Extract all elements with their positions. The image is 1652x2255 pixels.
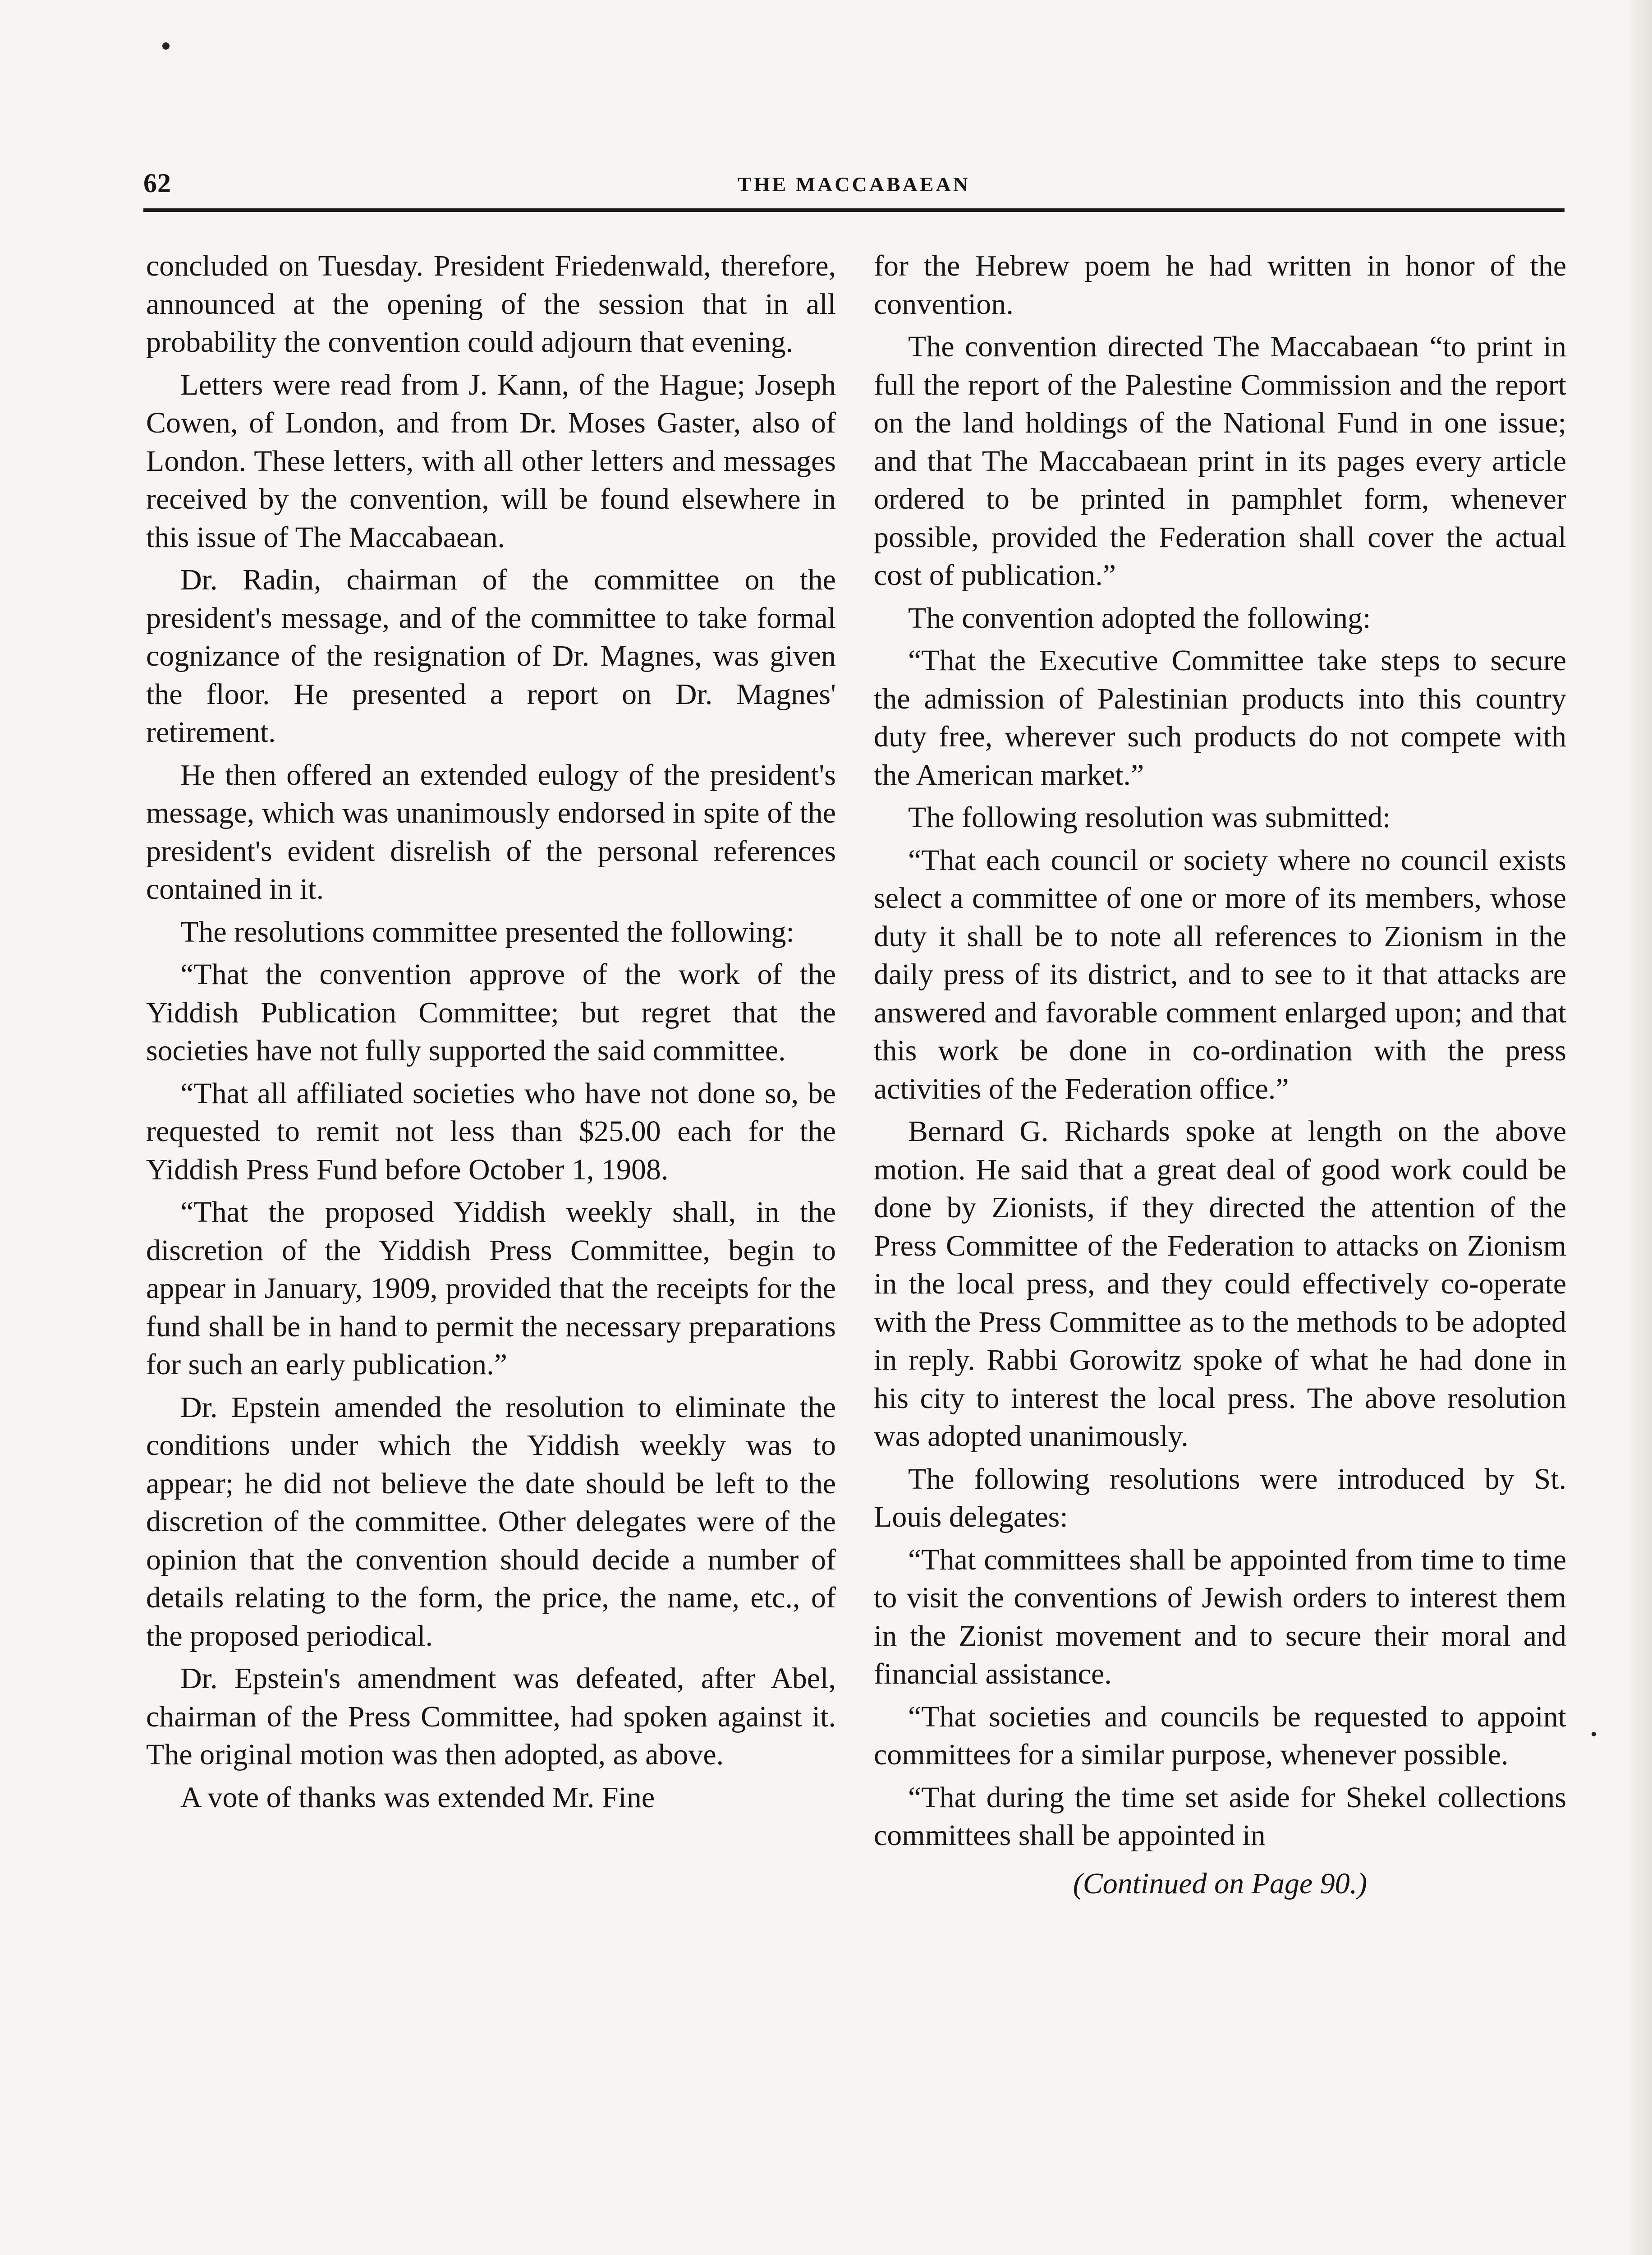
- continued-note: (Continued on Page 90.): [1073, 1867, 1367, 1900]
- paragraph: The convention directed The Maccabaean “to print in full the report of the Palestine Commission and the report on the land holdings of the National Fund in one issue; and that The Maccabaean print in its pages every article ordered to be printed in pamphlet form, whenever possible, provided the Federation shall cover the actual cost of publication.”: [874, 330, 1566, 592]
- scan-speck: [162, 42, 170, 50]
- left-column: [146, 247, 836, 1821]
- paragraph: “That the proposed Yiddish weekly shall, in the discretion of the Yiddish Press Committee, begin to appear in January, 1909, provided that the receipts for the fund shall be in hand to permit the necessary preparations for such an early publication.”: [146, 1196, 836, 1381]
- paragraph: “That committees shall be appointed from time to time to visit the conventions of Jewish orders to interest them in the Zionist movement and to secure their moral and financial assistance.: [874, 1543, 1566, 1690]
- paragraph: Letters were read from J. Kann, of the Hague; Joseph Cowen, of London, and from Dr. Moses Gaster, also of London. These letters, with all other letters and messages received by the convention, will be found elsewhere in this issue of The Maccabaean.: [146, 368, 836, 554]
- paragraph: “That each council or society where no council exists select a committee of one or more of its members, whose duty it shall be to note all references to Zionism in the daily press of its district, and to see to it that attacks are answered and favorable comment enlarged upon; and that this work be done in co-ordination with the press activities of the Federation office.”: [874, 843, 1566, 1105]
- paragraph: Dr. Epstein's amendment was defeated, after Abel, chairman of the Press Committee, had spoken against it. The original motion was then adopted, as above.: [146, 1662, 836, 1771]
- right-column: [874, 247, 1566, 1907]
- paragraph: Dr. Epstein amended the resolution to eliminate the conditions under which the Yiddish weekly was to appear; he did not believe the date should be left to the discretion of the committee. Other delegates were of the opinion that the convention should decide a number of details relating to the form, the price, the name, etc., of the proposed periodical.: [146, 1390, 836, 1652]
- paragraph: The convention adopted the following:: [908, 601, 1371, 635]
- paragraph: “That the convention approve of the work of the Yiddish Publication Committee; but regret that the societies have not fully supported the said committee.: [146, 958, 836, 1067]
- paragraph: for the Hebrew poem he had written in honor of the convention.: [874, 249, 1566, 321]
- paragraph: The resolutions committee presented the following:: [180, 915, 794, 948]
- paragraph: The following resolution was submitted:: [908, 801, 1391, 834]
- paragraph: concluded on Tuesday. President Friedenwald, therefore, announced at the opening of the session that in all probability the convention could adjourn that evening.: [146, 249, 836, 359]
- paragraph: The following resolutions were introduced by St. Louis delegates:: [874, 1462, 1566, 1533]
- paragraph: “That societies and councils be requested to appoint committees for a similar purpose, whenever possible.: [874, 1700, 1566, 1771]
- page-number: 62: [143, 168, 171, 198]
- paragraph: Bernard G. Richards spoke at length on the above motion. He said that a great deal of good work could be done by Zionists, if they directed the attention of the Press Committee of the Federation to attacks on Zionism in the local press, and they could effectively co-operate with the Press Committee as to the methods to be adopted in reply. Rabbi Gorowitz spoke of what he had done in his city to interest the local press. The above resolution was adopted unanimously.: [874, 1115, 1566, 1453]
- paragraph: “That during the time set aside for Shekel collections committees shall be appointed in: [874, 1781, 1566, 1852]
- page-header: [143, 168, 1565, 204]
- paragraph: He then offered an extended eulogy of the president's message, which was unanimously endorsed in spite of the president's evident disrelish of the personal references contained in it.: [146, 758, 836, 906]
- paragraph: Dr. Radin, chairman of the committee on the president's message, and of the committee to take formal cognizance of the resignation of Dr. Magnes, was given the floor. He presented a report on Dr. Magnes' retirement.: [146, 563, 836, 749]
- paragraph: “That all affiliated societies who have not done so, be requested to remit not less than $25.00 each for the Yiddish Press Fund before October 1, 1908.: [146, 1077, 836, 1186]
- scan-speck: [1592, 1732, 1596, 1736]
- running-title: THE MACCABAEAN: [738, 173, 970, 196]
- paragraph: “That the Executive Committee take steps to secure the admission of Palestinian products into this country duty free, wherever such products do not compete with the American market.”: [874, 644, 1566, 792]
- paragraph: A vote of thanks was extended Mr. Fine: [180, 1781, 655, 1814]
- scan-edge-shadow: [1630, 0, 1652, 2255]
- header-rule: [143, 208, 1565, 212]
